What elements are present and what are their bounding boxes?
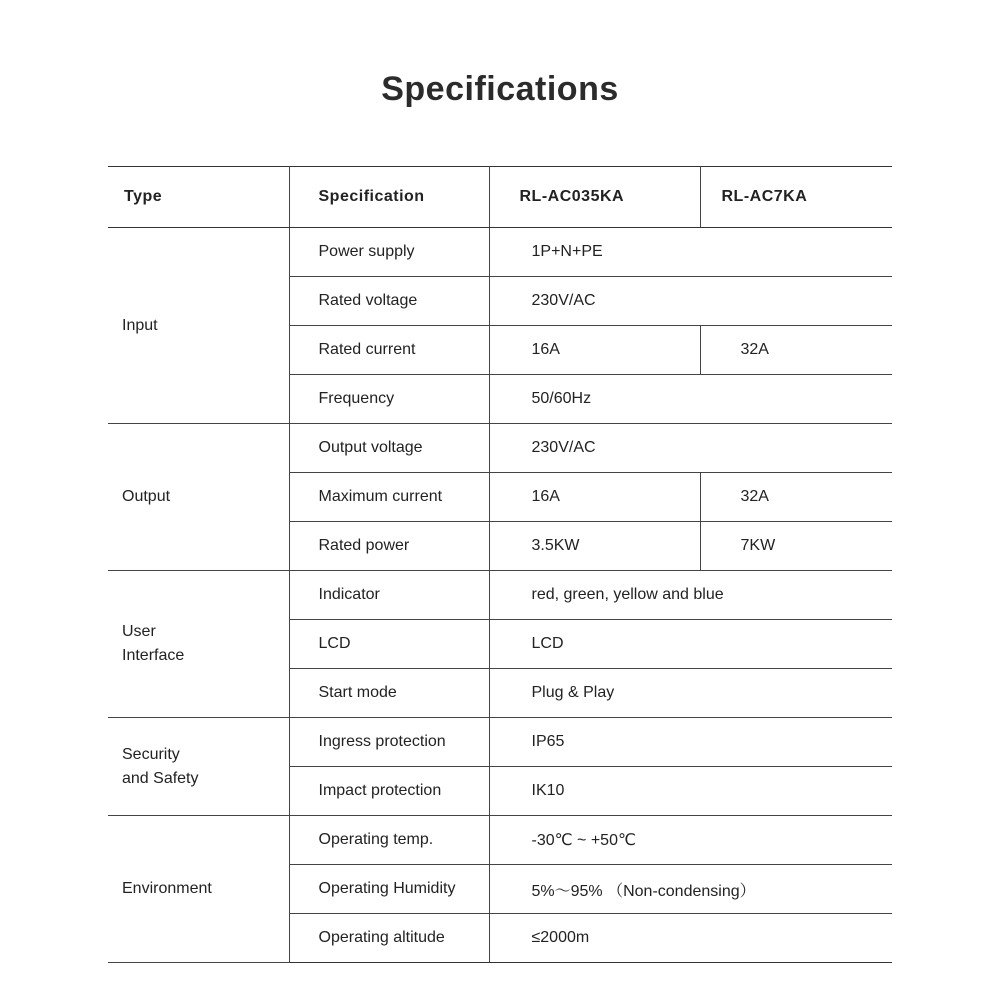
spec-row [108,816,892,865]
specification-cell: Frequency [289,375,489,424]
value-cell-model-a: 16A [489,473,700,522]
value-cell-model-a: 16A [489,326,700,375]
value-cell: IK10 [489,767,892,816]
value-cell: IP65 [489,718,892,767]
specification-cell: Rated power [289,522,489,571]
specification-cell: Output voltage [289,424,489,473]
value-cell-model-b: 32A [700,473,892,522]
value-cell: 50/60Hz [489,375,892,424]
type-label: Output [122,488,171,505]
specification-cell: Rated current [289,326,489,375]
specification-cell: Power supply [289,228,489,277]
specification-cell: Operating Humidity [289,865,489,914]
value-cell-model-b: 32A [700,326,892,375]
type-label: Input [122,316,158,334]
specification-cell: Impact protection [289,767,489,816]
specification-cell: Indicator [289,571,489,620]
specification-cell: Ingress protection [289,718,489,767]
specification-cell: Operating temp. [289,816,489,865]
type-label: User [122,623,156,640]
page-title: Specifications [381,70,619,108]
header-model-b: RL-AC7KA [700,167,892,228]
specification-cell: Rated voltage [289,277,489,326]
value-cell: LCD [489,620,892,669]
value-cell: 230V/AC [489,424,892,473]
specification-cell: LCD [289,620,489,669]
header-row [108,167,892,228]
header-type: Type [108,167,289,228]
type-cell [108,718,289,816]
value-cell: -30℃ ~ +50℃ [489,816,892,865]
spec-row [108,718,892,767]
header-specification: Specification [289,167,489,228]
type-cell [108,228,289,424]
specifications-table-body [108,167,892,963]
type-label: and Safety [122,769,199,787]
type-cell [108,424,289,571]
spec-row [108,571,892,620]
spec-row [108,228,892,277]
value-cell: red, green, yellow and blue [489,571,892,620]
spec-row [108,424,892,473]
value-cell: 230V/AC [489,277,892,326]
type-label: Environment [122,880,212,897]
value-cell-model-a: 3.5KW [489,522,700,571]
specifications-table [108,166,892,963]
specification-cell: Start mode [289,669,489,718]
specification-cell: Operating altitude [289,914,489,963]
specification-cell: Maximum current [289,473,489,522]
type-cell [108,816,289,963]
value-cell: 5%～95% （Non-condensing） [489,865,892,914]
type-label: Interface [122,647,185,664]
type-cell [108,571,289,718]
type-label: Security [122,745,180,763]
value-cell: Plug & Play [489,669,892,718]
value-cell: ≤2000m [489,914,892,963]
value-cell: 1P+N+PE [489,228,892,277]
header-model-a: RL-AC035KA [489,167,700,228]
value-cell-model-b: 7KW [700,522,892,571]
